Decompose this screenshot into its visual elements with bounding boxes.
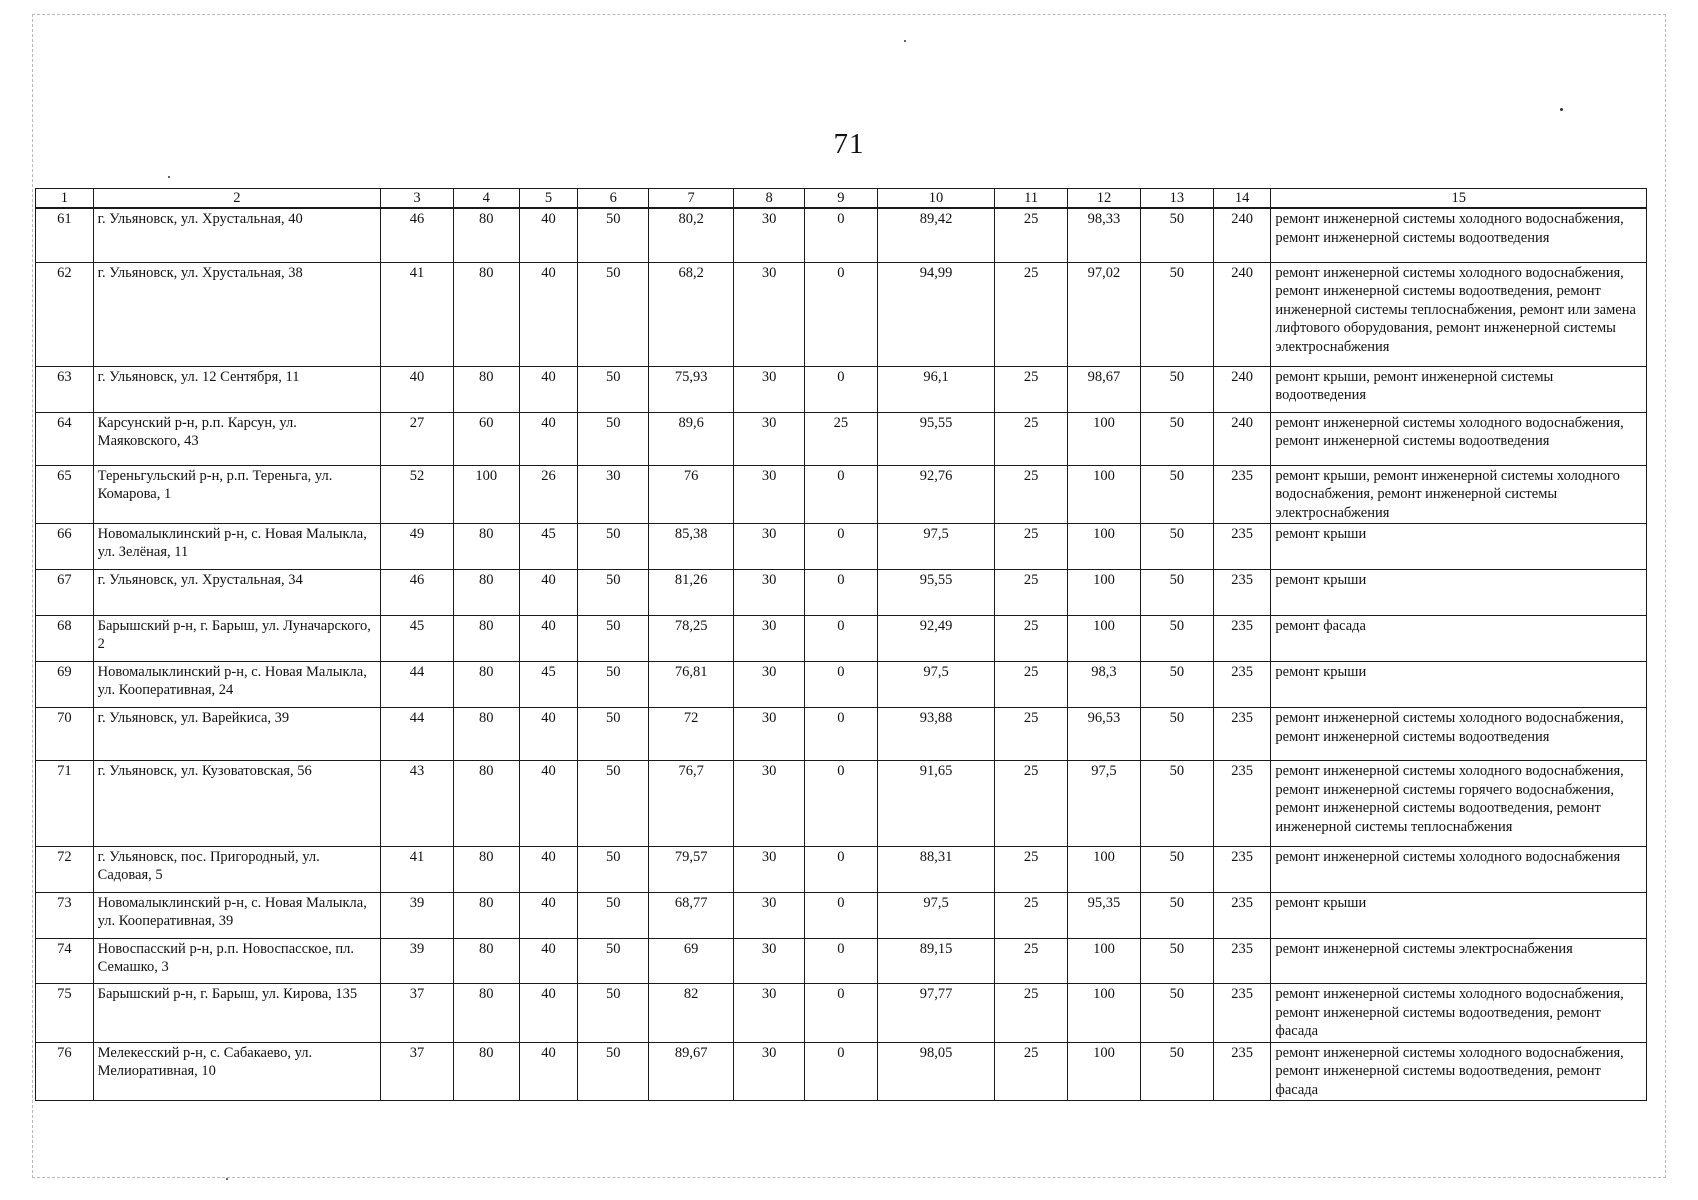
- col-11-value: 25: [995, 1042, 1068, 1101]
- scan-speck: [168, 176, 170, 178]
- col-12-value: 100: [1068, 984, 1141, 1043]
- col-12-value: 100: [1068, 616, 1141, 662]
- address: г. Ульяновск, ул. 12 Сентября, 11: [93, 366, 380, 412]
- address: Новомалыклинский р-н, с. Новая Малыкла, ул. Кооперативная, 39: [93, 893, 380, 939]
- col-14-value: 240: [1213, 262, 1271, 366]
- col-11-value: 25: [995, 662, 1068, 708]
- works-description: ремонт крыши, ремонт инженерной системы холодного водоснабжения, ремонт инженерной системы электроснабжения: [1271, 465, 1647, 524]
- col-4-value: 80: [453, 939, 519, 984]
- column-header: 14: [1213, 189, 1271, 209]
- col-11-value: 25: [995, 366, 1068, 412]
- address: Новомалыклинский р-н, с. Новая Малыкла, ул. Кооперативная, 24: [93, 662, 380, 708]
- table-row: [36, 262, 1647, 366]
- col-10-value: 93,88: [877, 708, 994, 761]
- col-5-value: 45: [519, 524, 578, 570]
- col-8-value: 30: [734, 412, 805, 465]
- col-4-value: 80: [453, 570, 519, 616]
- col-6-value: 50: [578, 616, 649, 662]
- col-9-value: 0: [805, 366, 878, 412]
- col-12-value: 100: [1068, 939, 1141, 984]
- col-13-value: 50: [1140, 524, 1213, 570]
- col-14-value: 235: [1213, 708, 1271, 761]
- col-6-value: 50: [578, 939, 649, 984]
- col-4-value: 80: [453, 366, 519, 412]
- table-row: [36, 616, 1647, 662]
- address: Барышский р-н, г. Барыш, ул. Луначарского, 2: [93, 616, 380, 662]
- col-12-value: 100: [1068, 524, 1141, 570]
- address: Мелекесский р-н, с. Сабакаево, ул. Мелиоративная, 10: [93, 1042, 380, 1101]
- works-description: ремонт инженерной системы холодного водоснабжения, ремонт инженерной системы водоотведения, ремонт фасада: [1271, 1042, 1647, 1101]
- column-header: 11: [995, 189, 1068, 209]
- col-10-value: 88,31: [877, 847, 994, 893]
- table-row: [36, 412, 1647, 465]
- col-5-value: 40: [519, 708, 578, 761]
- col-14-value: 240: [1213, 412, 1271, 465]
- col-12-value: 97,02: [1068, 262, 1141, 366]
- col-8-value: 30: [734, 761, 805, 847]
- col-6-value: 50: [578, 412, 649, 465]
- col-8-value: 30: [734, 1042, 805, 1101]
- col-12-value: 100: [1068, 465, 1141, 524]
- col-7-value: 79,57: [649, 847, 734, 893]
- col-10-value: 96,1: [877, 366, 994, 412]
- col-3-value: 46: [381, 208, 454, 262]
- col-4-value: 100: [453, 465, 519, 524]
- col-13-value: 50: [1140, 1042, 1213, 1101]
- col-12-value: 97,5: [1068, 761, 1141, 847]
- address: г. Ульяновск, ул. Кузоватовская, 56: [93, 761, 380, 847]
- address: Карсунский р-н, р.п. Карсун, ул. Маяковского, 43: [93, 412, 380, 465]
- col-12-value: 98,3: [1068, 662, 1141, 708]
- works-description: ремонт инженерной системы холодного водоснабжения: [1271, 847, 1647, 893]
- address: г. Ульяновск, ул. Хрустальная, 34: [93, 570, 380, 616]
- col-7-value: 78,25: [649, 616, 734, 662]
- works-description: ремонт инженерной системы холодного водоснабжения, ремонт инженерной системы водоотведения, ремонт фасада: [1271, 984, 1647, 1043]
- column-header: 10: [877, 189, 994, 209]
- col-4-value: 80: [453, 262, 519, 366]
- col-7-value: 68,77: [649, 893, 734, 939]
- col-3-value: 46: [381, 570, 454, 616]
- col-14-value: 235: [1213, 465, 1271, 524]
- works-description: ремонт фасада: [1271, 616, 1647, 662]
- col-10-value: 98,05: [877, 1042, 994, 1101]
- col-13-value: 50: [1140, 761, 1213, 847]
- table-row: [36, 939, 1647, 984]
- col-4-value: 80: [453, 208, 519, 262]
- col-14-value: 235: [1213, 1042, 1271, 1101]
- table-row: [36, 208, 1647, 262]
- col-8-value: 30: [734, 524, 805, 570]
- col-8-value: 30: [734, 208, 805, 262]
- col-9-value: 0: [805, 1042, 878, 1101]
- column-header: 9: [805, 189, 878, 209]
- col-11-value: 25: [995, 761, 1068, 847]
- table-row: [36, 662, 1647, 708]
- col-3-value: 41: [381, 847, 454, 893]
- col-13-value: 50: [1140, 570, 1213, 616]
- col-8-value: 30: [734, 262, 805, 366]
- col-7-value: 68,2: [649, 262, 734, 366]
- row-number: 61: [36, 208, 94, 262]
- col-12-value: 100: [1068, 412, 1141, 465]
- table-row: [36, 761, 1647, 847]
- address: Новоспасский р-н, р.п. Новоспасское, пл. Семашко, 3: [93, 939, 380, 984]
- col-4-value: 80: [453, 847, 519, 893]
- address: Барышский р-н, г. Барыш, ул. Кирова, 135: [93, 984, 380, 1043]
- col-8-value: 30: [734, 662, 805, 708]
- col-7-value: 69: [649, 939, 734, 984]
- col-11-value: 25: [995, 708, 1068, 761]
- table-row: [36, 570, 1647, 616]
- col-3-value: 39: [381, 893, 454, 939]
- works-description: ремонт инженерной системы холодного водоснабжения, ремонт инженерной системы водоотведения: [1271, 208, 1647, 262]
- header-row: [36, 189, 1647, 209]
- col-5-value: 40: [519, 761, 578, 847]
- address: г. Ульяновск, ул. Варейкиса, 39: [93, 708, 380, 761]
- col-9-value: 0: [805, 616, 878, 662]
- col-8-value: 30: [734, 984, 805, 1043]
- works-description: ремонт крыши: [1271, 662, 1647, 708]
- row-number: 66: [36, 524, 94, 570]
- page-number: 71: [833, 128, 865, 160]
- works-description: ремонт инженерной системы электроснабжения: [1271, 939, 1647, 984]
- col-14-value: 240: [1213, 208, 1271, 262]
- col-12-value: 95,35: [1068, 893, 1141, 939]
- col-5-value: 40: [519, 616, 578, 662]
- col-6-value: 50: [578, 262, 649, 366]
- address: г. Ульяновск, ул. Хрустальная, 38: [93, 262, 380, 366]
- works-description: ремонт крыши: [1271, 524, 1647, 570]
- table-row: [36, 465, 1647, 524]
- scan-speck: [226, 1178, 228, 1180]
- row-number: 63: [36, 366, 94, 412]
- col-9-value: 0: [805, 893, 878, 939]
- col-8-value: 30: [734, 939, 805, 984]
- col-11-value: 25: [995, 208, 1068, 262]
- col-12-value: 96,53: [1068, 708, 1141, 761]
- col-8-value: 30: [734, 847, 805, 893]
- col-9-value: 0: [805, 662, 878, 708]
- col-14-value: 235: [1213, 524, 1271, 570]
- col-4-value: 80: [453, 984, 519, 1043]
- column-header: 13: [1140, 189, 1213, 209]
- col-10-value: 95,55: [877, 570, 994, 616]
- col-9-value: 0: [805, 847, 878, 893]
- col-11-value: 25: [995, 412, 1068, 465]
- works-description: ремонт инженерной системы холодного водоснабжения, ремонт инженерной системы водоотведения: [1271, 708, 1647, 761]
- col-11-value: 25: [995, 570, 1068, 616]
- column-header: 12: [1068, 189, 1141, 209]
- col-5-value: 40: [519, 939, 578, 984]
- col-6-value: 50: [578, 208, 649, 262]
- col-8-value: 30: [734, 366, 805, 412]
- col-7-value: 82: [649, 984, 734, 1043]
- col-7-value: 76,7: [649, 761, 734, 847]
- col-7-value: 75,93: [649, 366, 734, 412]
- col-13-value: 50: [1140, 662, 1213, 708]
- column-header: 2: [93, 189, 380, 209]
- row-number: 70: [36, 708, 94, 761]
- col-6-value: 50: [578, 570, 649, 616]
- col-10-value: 92,76: [877, 465, 994, 524]
- col-8-value: 30: [734, 708, 805, 761]
- table-row: [36, 524, 1647, 570]
- col-3-value: 39: [381, 939, 454, 984]
- col-10-value: 95,55: [877, 412, 994, 465]
- row-number: 68: [36, 616, 94, 662]
- scan-speck: [1560, 108, 1563, 111]
- works-description: ремонт крыши: [1271, 570, 1647, 616]
- col-9-value: 0: [805, 465, 878, 524]
- col-14-value: 235: [1213, 893, 1271, 939]
- col-11-value: 25: [995, 847, 1068, 893]
- col-13-value: 50: [1140, 847, 1213, 893]
- col-4-value: 80: [453, 524, 519, 570]
- col-13-value: 50: [1140, 465, 1213, 524]
- col-6-value: 30: [578, 465, 649, 524]
- col-12-value: 98,33: [1068, 208, 1141, 262]
- col-10-value: 89,42: [877, 208, 994, 262]
- col-7-value: 85,38: [649, 524, 734, 570]
- col-5-value: 40: [519, 208, 578, 262]
- column-header: 7: [649, 189, 734, 209]
- col-11-value: 25: [995, 984, 1068, 1043]
- col-14-value: 235: [1213, 570, 1271, 616]
- col-9-value: 0: [805, 708, 878, 761]
- row-number: 73: [36, 893, 94, 939]
- col-11-value: 25: [995, 262, 1068, 366]
- col-10-value: 91,65: [877, 761, 994, 847]
- col-4-value: 80: [453, 616, 519, 662]
- col-9-value: 0: [805, 524, 878, 570]
- works-description: ремонт инженерной системы холодного водоснабжения, ремонт инженерной системы водоотведения: [1271, 412, 1647, 465]
- col-3-value: 37: [381, 984, 454, 1043]
- col-5-value: 40: [519, 893, 578, 939]
- col-12-value: 100: [1068, 570, 1141, 616]
- col-14-value: 235: [1213, 761, 1271, 847]
- col-7-value: 76: [649, 465, 734, 524]
- table-body: [36, 208, 1647, 1101]
- row-number: 71: [36, 761, 94, 847]
- col-5-value: 40: [519, 1042, 578, 1101]
- column-header: 1: [36, 189, 94, 209]
- works-description: ремонт инженерной системы холодного водоснабжения, ремонт инженерной системы водоотведения, ремонт инженерной системы теплоснабжения, ремонт или замена лифтового оборудования, ремонт инженерной системы электроснабжения: [1271, 262, 1647, 366]
- col-10-value: 97,77: [877, 984, 994, 1043]
- table-row: [36, 847, 1647, 893]
- col-5-value: 45: [519, 662, 578, 708]
- column-header: 5: [519, 189, 578, 209]
- col-8-value: 30: [734, 893, 805, 939]
- col-13-value: 50: [1140, 708, 1213, 761]
- row-number: 67: [36, 570, 94, 616]
- col-10-value: 89,15: [877, 939, 994, 984]
- col-5-value: 40: [519, 262, 578, 366]
- col-8-value: 30: [734, 616, 805, 662]
- col-6-value: 50: [578, 524, 649, 570]
- col-10-value: 97,5: [877, 524, 994, 570]
- col-4-value: 80: [453, 893, 519, 939]
- col-4-value: 80: [453, 761, 519, 847]
- table-row: [36, 1042, 1647, 1101]
- row-number: 69: [36, 662, 94, 708]
- col-14-value: 235: [1213, 662, 1271, 708]
- col-13-value: 50: [1140, 984, 1213, 1043]
- col-9-value: 0: [805, 984, 878, 1043]
- col-12-value: 100: [1068, 847, 1141, 893]
- col-7-value: 72: [649, 708, 734, 761]
- col-10-value: 94,99: [877, 262, 994, 366]
- table-row: [36, 708, 1647, 761]
- col-7-value: 81,26: [649, 570, 734, 616]
- col-3-value: 52: [381, 465, 454, 524]
- col-7-value: 80,2: [649, 208, 734, 262]
- row-number: 72: [36, 847, 94, 893]
- col-9-value: 25: [805, 412, 878, 465]
- col-13-value: 50: [1140, 616, 1213, 662]
- col-14-value: 240: [1213, 366, 1271, 412]
- col-13-value: 50: [1140, 893, 1213, 939]
- col-3-value: 40: [381, 366, 454, 412]
- col-13-value: 50: [1140, 208, 1213, 262]
- col-13-value: 50: [1140, 366, 1213, 412]
- col-11-value: 25: [995, 465, 1068, 524]
- row-number: 62: [36, 262, 94, 366]
- col-11-value: 25: [995, 893, 1068, 939]
- col-14-value: 235: [1213, 984, 1271, 1043]
- col-5-value: 40: [519, 570, 578, 616]
- col-13-value: 50: [1140, 412, 1213, 465]
- table-row: [36, 984, 1647, 1043]
- col-9-value: 0: [805, 262, 878, 366]
- col-3-value: 27: [381, 412, 454, 465]
- col-13-value: 50: [1140, 262, 1213, 366]
- col-8-value: 30: [734, 465, 805, 524]
- col-7-value: 89,6: [649, 412, 734, 465]
- col-6-value: 50: [578, 366, 649, 412]
- col-3-value: 45: [381, 616, 454, 662]
- table-row: [36, 893, 1647, 939]
- col-6-value: 50: [578, 761, 649, 847]
- col-6-value: 50: [578, 662, 649, 708]
- column-header: 15: [1271, 189, 1647, 209]
- col-3-value: 37: [381, 1042, 454, 1101]
- col-3-value: 43: [381, 761, 454, 847]
- col-4-value: 80: [453, 662, 519, 708]
- col-10-value: 97,5: [877, 662, 994, 708]
- col-3-value: 49: [381, 524, 454, 570]
- address: Новомалыклинский р-н, с. Новая Малыкла, ул. Зелёная, 11: [93, 524, 380, 570]
- address: Тереньгульский р-н, р.п. Тереньга, ул. Комарова, 1: [93, 465, 380, 524]
- table-row: [36, 366, 1647, 412]
- col-4-value: 60: [453, 412, 519, 465]
- col-3-value: 44: [381, 708, 454, 761]
- scan-speck: [904, 40, 906, 42]
- column-header: 6: [578, 189, 649, 209]
- works-description: ремонт крыши: [1271, 893, 1647, 939]
- col-8-value: 30: [734, 570, 805, 616]
- row-number: 65: [36, 465, 94, 524]
- col-12-value: 98,67: [1068, 366, 1141, 412]
- col-6-value: 50: [578, 708, 649, 761]
- col-9-value: 0: [805, 939, 878, 984]
- col-14-value: 235: [1213, 847, 1271, 893]
- col-14-value: 235: [1213, 616, 1271, 662]
- col-7-value: 76,81: [649, 662, 734, 708]
- works-description: ремонт инженерной системы холодного водоснабжения, ремонт инженерной системы горячего водоснабжения, ремонт инженерной системы водоотведения, ремонт инженерной системы теплоснабжения: [1271, 761, 1647, 847]
- row-number: 76: [36, 1042, 94, 1101]
- address: г. Ульяновск, пос. Пригородный, ул. Садовая, 5: [93, 847, 380, 893]
- column-header: 8: [734, 189, 805, 209]
- col-13-value: 50: [1140, 939, 1213, 984]
- col-6-value: 50: [578, 893, 649, 939]
- address: г. Ульяновск, ул. Хрустальная, 40: [93, 208, 380, 262]
- col-11-value: 25: [995, 524, 1068, 570]
- col-5-value: 26: [519, 465, 578, 524]
- col-6-value: 50: [578, 1042, 649, 1101]
- col-6-value: 50: [578, 847, 649, 893]
- column-header: 3: [381, 189, 454, 209]
- col-14-value: 235: [1213, 939, 1271, 984]
- col-5-value: 40: [519, 984, 578, 1043]
- col-4-value: 80: [453, 708, 519, 761]
- col-4-value: 80: [453, 1042, 519, 1101]
- col-9-value: 0: [805, 761, 878, 847]
- col-5-value: 40: [519, 366, 578, 412]
- col-11-value: 25: [995, 616, 1068, 662]
- col-11-value: 25: [995, 939, 1068, 984]
- row-number: 75: [36, 984, 94, 1043]
- col-3-value: 44: [381, 662, 454, 708]
- col-9-value: 0: [805, 570, 878, 616]
- data-table: [35, 188, 1647, 1101]
- row-number: 74: [36, 939, 94, 984]
- col-5-value: 40: [519, 412, 578, 465]
- col-3-value: 41: [381, 262, 454, 366]
- col-10-value: 92,49: [877, 616, 994, 662]
- col-10-value: 97,5: [877, 893, 994, 939]
- column-header: 4: [453, 189, 519, 209]
- col-9-value: 0: [805, 208, 878, 262]
- col-7-value: 89,67: [649, 1042, 734, 1101]
- works-description: ремонт крыши, ремонт инженерной системы водоотведения: [1271, 366, 1647, 412]
- row-number: 64: [36, 412, 94, 465]
- col-12-value: 100: [1068, 1042, 1141, 1101]
- col-6-value: 50: [578, 984, 649, 1043]
- col-5-value: 40: [519, 847, 578, 893]
